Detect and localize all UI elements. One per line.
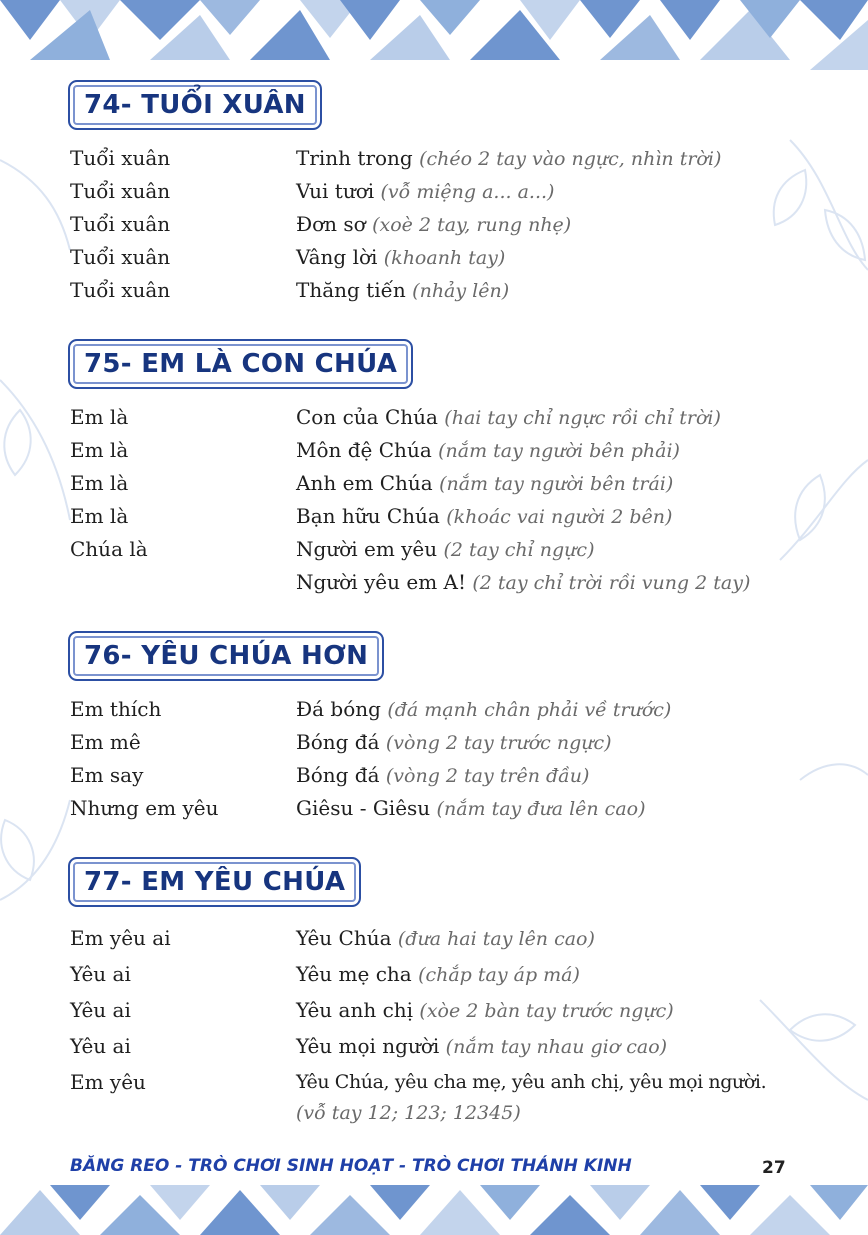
verse-response: Môn đệ Chúa <box>296 438 432 462</box>
verse-row <box>70 1067 830 1097</box>
verse-prompt: Tuổi xuân <box>70 146 171 170</box>
gesture-note: (xòe 2 bàn tay trước ngực) <box>419 1000 674 1022</box>
verse-response: Thăng tiến <box>296 278 406 302</box>
gesture-note: (2 tay chỉ ngực) <box>443 539 595 561</box>
verse-prompt: Em yêu <box>70 1070 146 1094</box>
gesture-note: (đá mạnh chân phải về trước) <box>387 699 672 721</box>
verse-row <box>70 959 830 989</box>
verse-response: Trinh trong <box>296 146 413 170</box>
verse-row <box>70 923 830 953</box>
verse-response: Bóng đá <box>296 730 380 754</box>
verse-prompt: Tuổi xuân <box>70 179 171 203</box>
gesture-note: (chéo 2 tay vào ngực, nhìn trời) <box>419 148 722 170</box>
gesture-note: (vòng 2 tay trên đầu) <box>385 765 590 787</box>
verse-prompt: Em là <box>70 405 129 429</box>
verse-response: Người yêu em A! <box>296 570 466 594</box>
verse-row <box>70 727 830 757</box>
verse-prompt: Em là <box>70 471 129 495</box>
verse-prompt: Yêu ai <box>70 962 131 986</box>
gesture-note: (nắm tay nhau giơ cao) <box>445 1036 668 1058</box>
verse-row <box>70 468 830 498</box>
gesture-note: (vỗ tay 12; 123; 12345) <box>296 1102 521 1124</box>
verse-prompt: Tuổi xuân <box>70 278 171 302</box>
gesture-note: (chắp tay áp má) <box>418 964 580 986</box>
verse-response: Anh em Chúa <box>296 471 433 495</box>
gesture-note: (vỗ miệng a... a...) <box>380 181 555 203</box>
verse-row <box>70 1031 830 1061</box>
gesture-note: (2 tay chỉ trời rồi vung 2 tay) <box>472 572 751 594</box>
verse-prompt: Tuổi xuân <box>70 212 171 236</box>
verse-row <box>70 1097 830 1127</box>
section-title-74: 74- TUỔI XUÂN <box>68 80 322 130</box>
verse-response: Yêu anh chị <box>296 998 414 1022</box>
gesture-note: (nhảy lên) <box>412 280 510 302</box>
gesture-note: (hai tay chỉ ngực rồi chỉ trời) <box>444 407 721 429</box>
verse-response: Con của Chúa <box>296 405 438 429</box>
gesture-note: (xoè 2 tay, rung nhẹ) <box>372 214 572 236</box>
verse-row <box>70 793 830 823</box>
verse-response: Yêu mẹ cha <box>296 962 412 986</box>
verse-row <box>70 242 830 272</box>
verse-row <box>70 995 830 1025</box>
verse-prompt: Em là <box>70 438 129 462</box>
verse-response: Người em yêu <box>296 537 438 561</box>
page-number: 27 <box>762 1158 786 1178</box>
verse-response: Bóng đá <box>296 763 380 787</box>
verse-prompt: Yêu ai <box>70 998 131 1022</box>
gesture-note: (khoanh tay) <box>383 247 506 269</box>
section-title-77: 77- EM YÊU CHÚA <box>68 857 361 907</box>
verse-prompt: Nhưng em yêu <box>70 796 219 820</box>
verse-response: Vâng lời <box>296 245 378 269</box>
verse-row <box>70 435 830 465</box>
verse-response: Yêu Chúa, yêu cha mẹ, yêu anh chị, yêu mọi người. <box>296 1071 767 1093</box>
verse-row <box>70 501 830 531</box>
verse-row <box>70 275 830 305</box>
verse-row <box>70 143 830 173</box>
verse-prompt: Chúa là <box>70 537 148 561</box>
gesture-note: (nắm tay người bên phải) <box>438 440 680 462</box>
verse-row <box>70 176 830 206</box>
verse-prompt: Em mê <box>70 730 141 754</box>
verse-response: Đá bóng <box>296 697 381 721</box>
verse-row <box>70 760 830 790</box>
bottom-triangle-band <box>0 1185 868 1235</box>
verse-prompt: Tuổi xuân <box>70 245 171 269</box>
section-title-75: 75- EM LÀ CON CHÚA <box>68 339 413 389</box>
gesture-note: (nắm tay đưa lên cao) <box>436 798 646 820</box>
verse-response: Yêu Chúa <box>296 926 392 950</box>
verse-row <box>70 209 830 239</box>
verse-response: Giêsu - Giêsu <box>296 796 431 820</box>
verse-row <box>70 694 830 724</box>
verse-response: Yêu mọi người <box>296 1034 440 1058</box>
verse-row <box>70 402 830 432</box>
verse-prompt: Em yêu ai <box>70 926 171 950</box>
verse-prompt: Yêu ai <box>70 1034 131 1058</box>
verse-prompt: Em là <box>70 504 129 528</box>
verse-prompt: Em thích <box>70 697 162 721</box>
verse-response: Bạn hữu Chúa <box>296 504 440 528</box>
gesture-note: (đưa hai tay lên cao) <box>397 928 595 950</box>
book-title-footer: BĂNG REO - TRÒ CHƠI SINH HOẠT - TRÒ CHƠI THÁNH KINH <box>70 1156 632 1176</box>
verse-row <box>70 534 830 564</box>
gesture-note: (nắm tay người bên trái) <box>439 473 674 495</box>
verse-row <box>70 567 830 597</box>
section-title-76: 76- YÊU CHÚA HƠN <box>68 631 384 681</box>
gesture-note: (vòng 2 tay trước ngực) <box>385 732 612 754</box>
gesture-note: (khoác vai người 2 bên) <box>446 506 673 528</box>
verse-prompt: Em say <box>70 763 144 787</box>
verse-response: Vui tươi <box>296 179 375 203</box>
verse-response: Đơn sơ <box>296 212 366 236</box>
